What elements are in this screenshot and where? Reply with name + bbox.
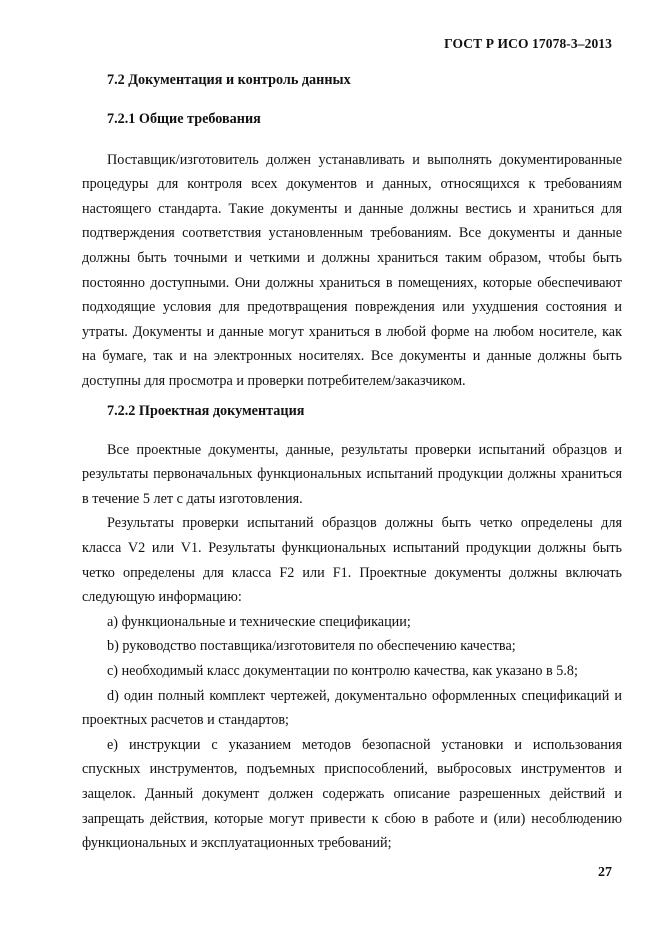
list-item-a: a) функциональные и технические спецификации;	[107, 613, 411, 630]
page-number: 27	[598, 865, 612, 880]
section-7-2-1	[82, 107, 622, 394]
list-item-b: b) руководство поставщика/изготовителя по обеспечению качества;	[107, 638, 516, 655]
section-7-2-1-paragraph: Поставщик/изготовитель должен устанавливать и выполнять документированные процедуры для контроля всех документов и данных, относящихся к требованиям настоящего стандарта. Такие документы и данные должны вестись и храниться для подтверждения соответствия установленным требованиям. Все документы и данные должны быть точными и четкими и должны храниться таким образом, чтобы быть постоянно доступными. Они должны храниться в помещениях, которые обеспечивают подходящие условия для предотвращения повреждения или ухудшения состояния и утраты. Документы и данные могут храниться в любой форме на любом носителе, как на бумаге, так и на электронных носителях. Все документы и данные должны быть доступны для просмотра и проверки потребителем/заказчиком.	[82, 151, 622, 389]
section-7-2-2-paragraph-1: Все проектные документы, данные, результаты проверки испытаний образцов и результаты первоначальных функциональных испытаний продукции должны храниться в течение 5 лет с даты изготовления.	[82, 441, 622, 507]
section-7-2-2-paragraph-2: Результаты проверки испытаний образцов должны быть четко определены для класса V2 или V1. Результаты функциональных испытаний продукции должны быть четко определены для класса F2 или F1. Проектные документы должны включать следующую информацию:	[82, 515, 622, 606]
list-item-e: e) инструкции с указанием методов безопасной установки и использования спускных инструментов, подъемных приспособлений, выбросовых инструментов и защелок. Данный документ должен содержать описание разрешенных действий и запрещать действия, которые могут привести к сбою в работе и (или) несоблюдению функциональных и эксплуатационных требований;	[82, 736, 622, 852]
standard-code-header: ГОСТ Р ИСО 17078-3–2013	[444, 36, 612, 51]
section-7-2-2-title: 7.2.2 Проектная документация	[107, 403, 305, 419]
section-7-2-2	[82, 399, 622, 856]
section-7-2-1-title: 7.2.1 Общие требования	[107, 111, 261, 127]
list-item-d: d) один полный комплект чертежей, документально оформленных спецификаций и проектных расчетов и стандартов;	[82, 687, 622, 729]
section-7-2	[82, 68, 622, 93]
list-item-c: c) необходимый класс документации по контролю качества, как указано в 5.8;	[107, 662, 578, 679]
section-7-2-title: 7.2 Документация и контроль данных	[107, 72, 351, 88]
